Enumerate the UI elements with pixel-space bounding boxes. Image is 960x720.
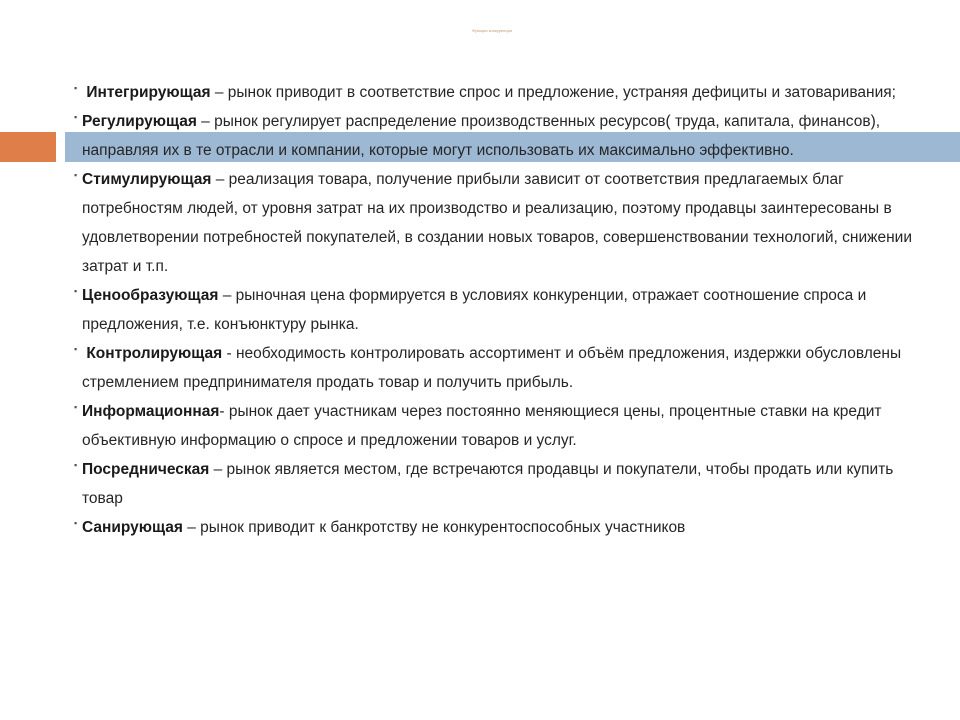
term-regulating: Регулирующая <box>82 113 197 130</box>
list-item <box>74 107 914 165</box>
item-text: – рынок является местом, где встречаются продавцы и покупатели, чтобы продать или купить товар <box>82 461 894 507</box>
item-text: - рынок дает участникам через постоянно меняющиеся цены, процентные ставки на кредит объективную информацию о спросе и предложении товаров и услуг. <box>82 403 882 449</box>
function-list <box>74 78 914 542</box>
item-text: – рынок приводит в соответствие спрос и предложение, устраняя дефициты и затоваривания; <box>210 84 896 101</box>
list-item <box>74 513 914 542</box>
list-item <box>74 281 914 339</box>
slide-title: Функции конкуренции <box>471 28 513 33</box>
item-text: – рыночная цена формируется в условиях конкуренции, отражает соотношение спроса и предложения, т.е. конъюнктуру рынка. <box>82 287 867 333</box>
term-integrating: Интегрирующая <box>86 84 211 101</box>
item-text: – реализация товара, получение прибыли зависит от соответствия предлагаемых благ потребностям людей, от уровня затрат на их производство и реализацию, поэтому продавцы заинтересованы в удовлетворении потребностей покупателей, в создании новых товаров, совершенствовании технологий, снижении затрат и т.п. <box>82 171 912 275</box>
bullet-icon: ▪ <box>74 460 78 470</box>
bullet-icon: ▪ <box>74 83 78 93</box>
list-item <box>74 397 914 455</box>
term-stimulating: Стимулирующая <box>82 171 212 188</box>
bullet-icon: ▪ <box>74 286 78 296</box>
item-text: – рынок приводит к банкротству не конкурентоспособных участников <box>182 519 686 536</box>
list-item <box>74 78 914 107</box>
bullet-icon: ▪ <box>74 344 78 354</box>
bullet-icon: ▪ <box>74 518 78 528</box>
term-intermediary: Посредническая <box>82 461 210 478</box>
bullet-icon: ▪ <box>74 170 78 180</box>
item-text: – рынок регулирует распределение производственных ресурсов( труда, капитала, финансов), направляя их в те отрасли и компании, которые могут использовать их максимально эффективно. <box>82 113 881 159</box>
term-informational: Информационная <box>82 403 220 420</box>
bullet-icon: ▪ <box>74 402 78 412</box>
term-controlling: Контролирующая <box>86 345 223 362</box>
list-item <box>74 339 914 397</box>
list-item <box>74 165 914 281</box>
accent-band-orange <box>0 132 56 162</box>
term-sanitizing: Санирующая <box>82 519 183 536</box>
list-item <box>74 455 914 513</box>
bullet-icon: ▪ <box>74 112 78 122</box>
item-text: - необходимость контролировать ассортимент и объём предложения, издержки обусловлены стремлением предпринимателя продать товар и получить прибыль. <box>82 345 902 391</box>
term-pricing: Ценообразующая <box>82 287 219 304</box>
